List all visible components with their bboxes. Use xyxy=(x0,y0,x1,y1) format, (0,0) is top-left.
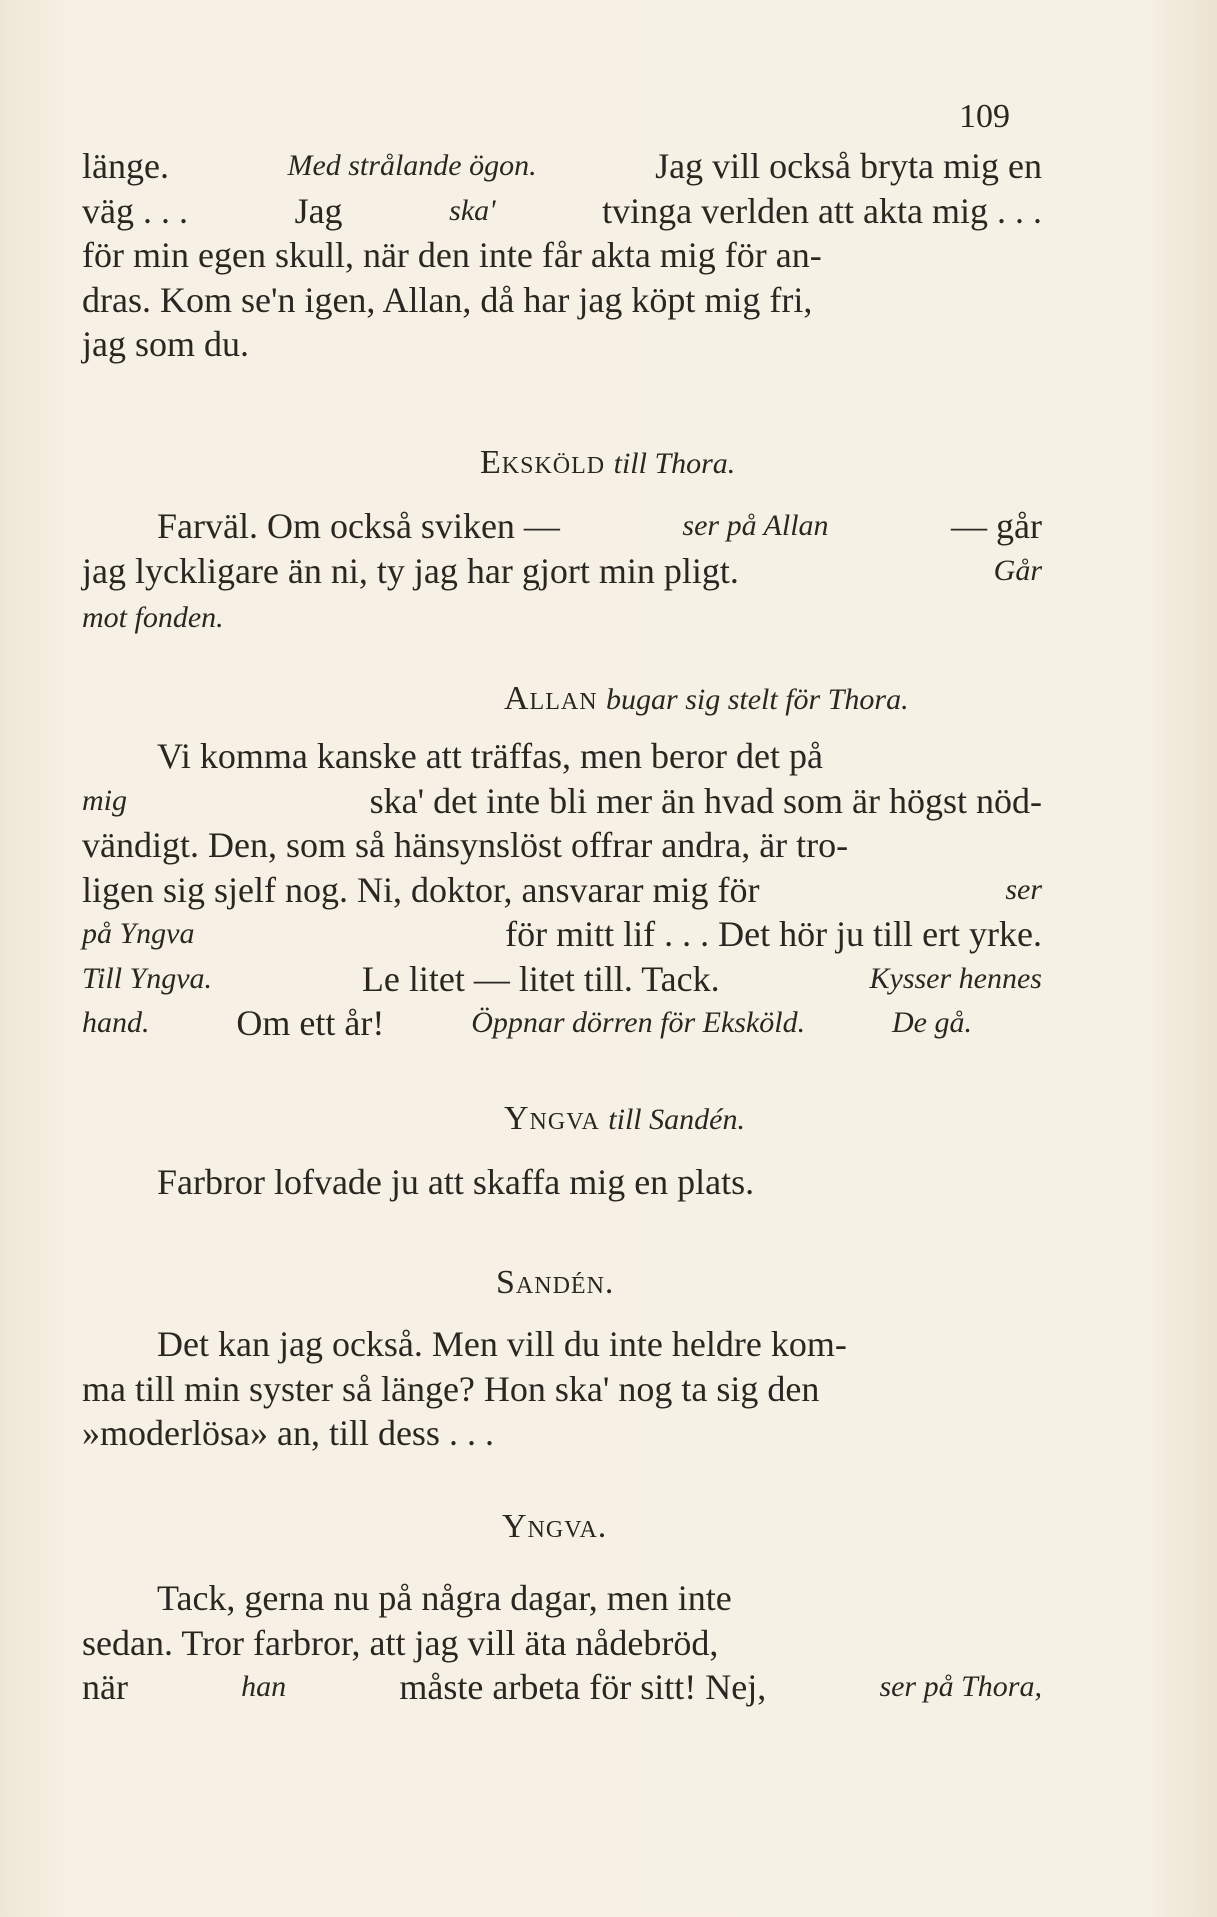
speaker-heading-yngva-2: Yngva. xyxy=(502,1508,608,1545)
speaker-heading-sanden: Sandén. xyxy=(496,1264,615,1301)
text-line: Tack, gerna nu på några dagar, men inte xyxy=(157,1578,732,1618)
page-number: 109 xyxy=(959,98,1010,135)
text-line: när han måste arbeta för sitt! Nej, ser på Thora, xyxy=(82,1667,1042,1707)
text-line: vändigt. Den, som så hänsynslöst offrar andra, är tro- xyxy=(82,825,849,865)
paragraph-3 xyxy=(82,734,1042,1046)
paragraph-4 xyxy=(82,1160,1042,1205)
text-line: mig ska' det inte bli mer än hvad som är högst nöd- xyxy=(82,780,1042,821)
speaker-heading-yngva: Yngva till Sandén. xyxy=(504,1100,745,1137)
text-line: Det kan jag också. Men vill du inte heldre kom- xyxy=(157,1324,847,1364)
text-line: Vi komma kanske att träffas, men beror det på xyxy=(157,736,823,776)
text-line: Farbror lofvade ju att skaffa mig en plats. xyxy=(157,1162,755,1202)
text-line: hand. Om ett år! Öppnar dörren för Eksköld. De gå. xyxy=(82,1003,972,1043)
speaker-heading-ekskold: Eksköld till Thora. xyxy=(480,444,736,481)
text-line: Farväl. Om också sviken — ser på Allan — går xyxy=(157,506,1042,546)
text-line: »moderlösa» an, till dess . . . xyxy=(82,1413,494,1453)
text-line: ma till min syster så länge? Hon ska' nog ta sig den xyxy=(82,1368,820,1409)
paragraph-5 xyxy=(82,1322,1042,1456)
speaker-heading-allan: Allan bugar sig stelt för Thora. xyxy=(504,680,909,717)
text-line: jag lyckligare än ni, ty jag har gjort min pligt. Går xyxy=(82,550,1042,591)
paragraph-2 xyxy=(82,504,1042,638)
text-line: för min egen skull, när den inte får akta mig för an- xyxy=(82,235,822,275)
text-line: sedan. Tror farbror, att jag vill äta nådebröd, xyxy=(82,1622,719,1663)
text-line: jag som du. xyxy=(82,324,249,364)
text-line: ligen sig sjelf nog. Ni, doktor, ansvarar mig för ser xyxy=(82,869,1042,910)
text-line: dras. Kom se'n igen, Allan, då har jag köpt mig fri, xyxy=(82,279,813,320)
text-line: länge. Med strålande ögon. Jag vill också bryta mig en xyxy=(82,146,1042,186)
text-line: på Yngva för mitt lif . . . Det hör ju till ert yrke. xyxy=(82,914,1042,954)
paragraph-1 xyxy=(82,144,1042,367)
paragraph-6 xyxy=(82,1576,1042,1710)
text-line: Till Yngva. Le litet — litet till. Tack. Kysser hennes xyxy=(82,958,1042,999)
text-line: väg . . . Jag ska' tvinga verlden att akta mig . . . xyxy=(82,190,1042,231)
text-line: mot fonden. xyxy=(82,601,224,634)
